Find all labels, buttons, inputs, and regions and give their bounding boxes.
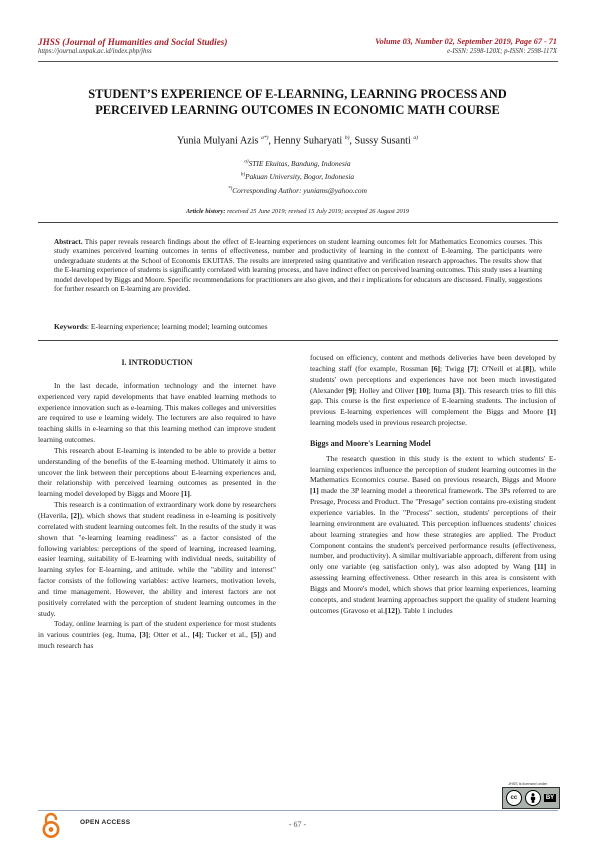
keywords-label: Keywords xyxy=(54,322,87,331)
citation-ref[interactable]: [6] xyxy=(431,363,440,373)
text-run: ), which shows that student readiness in e-learning is positively correlated with student learning outcomes felt. In the results of the study it was shown that "e-learning learning readiness" as a factor consisted of the following variables: perceptions of the speed of learning, increased learning, easier learning, suitability of E-learning with individual needs, suitability of learning styles for E-learning, and attitude. while the "ability and interest" factor consists of the following variables: active learners, motivation levels, and time management. However, the ability and interest factors are not positively correlated with the perception of student learning outcomes in the study. xyxy=(38,510,276,618)
citation-ref[interactable]: [7] xyxy=(467,363,477,373)
paragraph: In the last decade, information technology and the internet have experienced very rapid developments that have enabled learning methods to experience innovation such as e-learning. This makes colleges and universities are required to use e learning widely. The lecturers are also required to have teaching skills in e-learning so that this learning method can improve student learning outcomes. xyxy=(38,380,276,445)
text-run: Today, online learning is part of the student experience for most students in various countries (eg, Ituma, xyxy=(38,619,276,640)
citation-ref[interactable]: [1] xyxy=(181,489,190,499)
footer-rule xyxy=(38,810,558,811)
history-label: Article history: xyxy=(185,208,226,215)
affil-mark: a) xyxy=(244,159,249,165)
citation-ref[interactable]: [4] xyxy=(192,630,202,640)
citation-ref[interactable]: [3] xyxy=(452,385,462,395)
keywords xyxy=(54,322,542,331)
text-run: ; Ituma xyxy=(428,385,453,395)
journal-name: JHSS (Journal of Humanities and Social Studies) xyxy=(38,37,228,47)
author-list xyxy=(40,135,555,146)
title-line-1: STUDENT’S EXPERIENCE OF E-LEARNING, LEARNING PROCESS AND xyxy=(88,87,507,101)
citation-ref[interactable]: [10] xyxy=(416,385,429,395)
paragraph xyxy=(38,446,276,500)
author-name: , Henny Suharyati xyxy=(268,135,345,147)
open-access-label: OPEN ACCESS xyxy=(80,819,131,826)
author-name: Yunia Mulyani Azis xyxy=(177,135,262,147)
author-name: , Sussy Susanti xyxy=(349,135,414,147)
affil-mark: b) xyxy=(240,172,246,178)
author-affil-mark: a*) xyxy=(261,135,269,141)
text-run: The research question in this study is the extent to which students' E-learning experiences influence the perception of student learning outcomes in the Mathematics Economics course. Based on previous research, Biggs and Moore xyxy=(310,453,556,485)
author-affil-mark: a) xyxy=(413,135,418,141)
by-label: BY xyxy=(545,795,555,801)
citation-ref[interactable]: [1] xyxy=(310,486,319,496)
text-run: made the 3P learning model a theoretical framework. The 3Ps referred to are Presage, Process and Product. The "Presage" section contains pre-existing student experience variables. In the "Process" section, students' perceptions of their learning environment are evaluated. This perception influences students' choices about learning strategies and how these strategies are applied. The Product Component contains the student's perceived performance results (effectiveness, number, and productivity). A similar multivariable approach, different from using only one variable (eg satisfaction only), was also adopted by Wang xyxy=(310,486,556,572)
article-title xyxy=(40,86,555,118)
affil-text: Corresponding Author: yuniams@yahoo.com xyxy=(232,186,367,195)
text-run: ; O'Neill et al. xyxy=(476,363,523,373)
affiliation xyxy=(40,172,555,181)
keywords-text: : E-learning experience; learning model; learning outcomes xyxy=(86,322,268,331)
text-run: ; Holley and Oliver xyxy=(354,385,417,395)
text-run: ), while students' own perceptions and experiences have not been much investigated (Alexander xyxy=(310,363,556,395)
subsection-heading: Biggs and Moore's Learning Model xyxy=(310,438,431,448)
text-run: . xyxy=(189,489,192,499)
by-attribution-icon xyxy=(525,790,541,806)
abstract-text: This paper reveals research findings about the effect of E-learning experiences on student learning outcomes felt for Mathematics Economics courses. This study examines perceived learning outcomes in terms of effectiveness, number and productivity of learning in the context of E-learning. The participants were undergraduate students at the School of Economis EKUITAS. The results are interpreted using quantitative and verification research approaches. The results show that the E-learning experience of students is significantly correlated with learning process, and have indirect effect on perceived learning outcomes. This study uses a learning model developed by Biggs and Moore. Specific recommendations for practitioners are also given, and thei r implications for educators are discussed. Finally, suggestions for further research on E-learning are provided. xyxy=(54,238,542,294)
citation-ref[interactable]: [3] xyxy=(139,630,149,640)
issn: e-ISSN: 2598-120X; p-ISSN: 2598-117X xyxy=(447,48,557,55)
paragraph xyxy=(310,454,556,617)
cc-icon: cc xyxy=(506,790,522,806)
volume-info: Volume 03, Number 02, September 2019, Page 67 - 71 xyxy=(375,37,557,46)
right-column xyxy=(310,353,556,616)
divider xyxy=(38,340,558,341)
history-text: received 25 June 2019; revised 15 July 2019; accepted 26 August 2019 xyxy=(225,208,410,215)
abstract xyxy=(54,238,542,294)
article-history xyxy=(40,208,555,215)
paragraph xyxy=(38,619,276,652)
left-column xyxy=(38,358,276,652)
paragraph xyxy=(310,353,556,429)
text-run: learning models used in previous research projectse. xyxy=(310,418,467,428)
text-run: ; Tucker et al., xyxy=(201,630,251,640)
header-rule xyxy=(38,61,558,62)
text-run: This research is a continuation of extraordinary work done by researchers (Haverila, xyxy=(38,500,276,520)
title-line-2: PERCEIVED LEARNING OUTCOMES IN ECONOMIC MATH COURSE xyxy=(95,103,500,117)
citation-ref[interactable]: [9] xyxy=(346,385,355,395)
citation-ref[interactable]: [5] xyxy=(250,630,260,640)
text-run: focused on efficiency, content and methods deliveries have been developed by teaching staff (for example, Rossman xyxy=(310,353,556,373)
text-run: ). This research tries to fill this gap. This course is the first experience of E-learning students. The inclusion of previous E-learning experiences will complement the Biggs and Moore xyxy=(310,385,556,417)
paragraph xyxy=(38,500,276,619)
citation-ref[interactable]: [8] xyxy=(522,363,532,373)
divider xyxy=(38,222,558,223)
affil-text: STIE Ekuitas, Bandung, Indonesia xyxy=(248,159,351,168)
citation-ref[interactable]: [12] xyxy=(384,605,398,615)
author-affil-mark: b) xyxy=(344,135,350,141)
person-icon xyxy=(529,793,537,803)
citation-ref[interactable]: [11] xyxy=(534,562,547,572)
text-run: ). Table 1 includes xyxy=(397,605,453,615)
cc-license-badge[interactable] xyxy=(502,787,560,809)
citation-ref[interactable]: [2] xyxy=(70,510,80,520)
abstract-label: Abstract. xyxy=(54,238,83,246)
section-heading: I. INTRODUCTION xyxy=(121,358,193,367)
text-run: in assessing learning effectiveness. Other research in this area is consistent with Biggs and Moore's model, which shows that prior learning experiences, learning concepts, and student learning approaches support the quality of student learning outcomes (Gravoso et al. xyxy=(310,562,556,615)
text-run: ; Otter et al., xyxy=(148,630,193,640)
journal-url[interactable]: https://journal.unpak.ac.id/index.php/jhss xyxy=(38,48,152,55)
affil-text: Pakuan University, Bogor, Indonesia xyxy=(245,172,355,181)
affil-mark: *) xyxy=(228,186,233,192)
citation-ref[interactable]: [1] xyxy=(547,407,556,417)
text-run: ; Twigg xyxy=(439,363,468,373)
affiliation xyxy=(40,159,555,168)
text-run: This research about E-learning is intended to be able to provide a better understanding of the benefits of the E-learning method. Ultimately it aims to uncover the link between their perceptions about E-learning experiences and, their relationship with perceived learning outcomes as presented in the learning model developed by Biggs and Moore xyxy=(38,445,276,499)
page-number: - 67 - xyxy=(288,820,307,829)
license-label: JHSS is licensed under xyxy=(508,782,548,786)
corresponding-author xyxy=(40,186,555,195)
text-run: ) and much research has xyxy=(38,630,276,651)
